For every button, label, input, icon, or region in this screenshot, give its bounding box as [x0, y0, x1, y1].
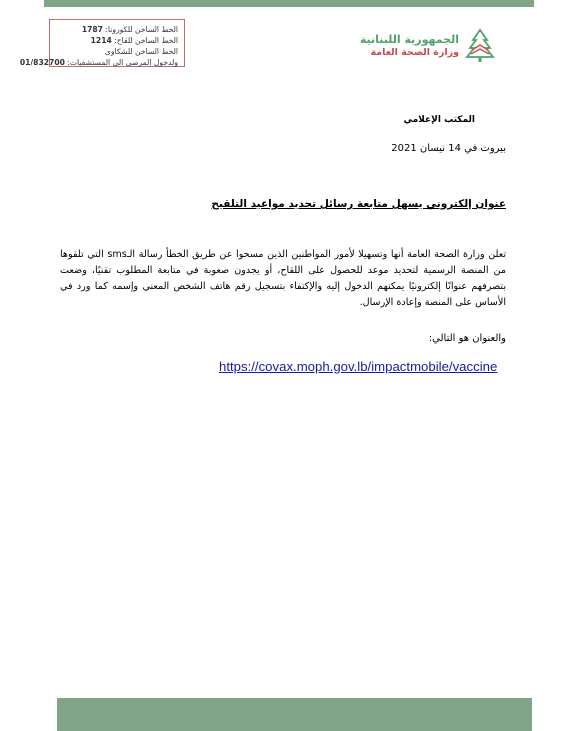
hotline-complaints: الخط الساخن للشكاوى [104, 47, 178, 56]
address-intro: والعنوان هو التالي: [428, 333, 506, 344]
document-date: بيروت في 14 نيسان 2021 [391, 143, 506, 154]
bottom-decorative-bar [57, 698, 532, 731]
hotline-corona: الخط الساخن للكورونا: 1787 [81, 25, 178, 34]
top-decorative-bar [44, 0, 534, 7]
hotline-box [19, 19, 185, 67]
cedar-emblem-icon [463, 28, 497, 64]
logo-ministry-name: وزارة الصحة العامة [370, 47, 459, 58]
ministry-logo [355, 26, 497, 70]
hotline-hospital-admission: ولدخول المرضى الى المستشفيات: 01/832700 [19, 58, 178, 67]
logo-republic-name: الجمهورية اللبنانية [359, 33, 459, 46]
document-headline: عنوان إلكتروني يسهل متابعة رسائل تحديد مواعيد التلقيح [211, 198, 506, 210]
document-body: تعلن وزارة الصحة العامة أنها وتسهيلا لأمور المواطنين الذين مسحوا عن طريق الخطأ رسالة الـsms التي تلقوها من المنصة الرسمية لتحديد موعد للحصول على اللقاح، أو يجدون صعوبة في متابعة المطلوب تقنيًا، وضعت بتصرفهم عنوانًا إلكترونيًا يمكنهم الدخول إليه والإكتفاء بتسجيل رقم هاتف الشخص المعني وإسمه كما ورد في الأساس على المنصة وإعادة الإرسال. [60, 249, 507, 308]
media-office-label: المكتب الإعلامي [403, 115, 475, 125]
vaccine-link[interactable]: https://covax.moph.gov.lb/impactmobile/vaccine [219, 359, 498, 374]
hotline-vaccine: الخط الساخن للقاح: 1214 [90, 36, 178, 45]
